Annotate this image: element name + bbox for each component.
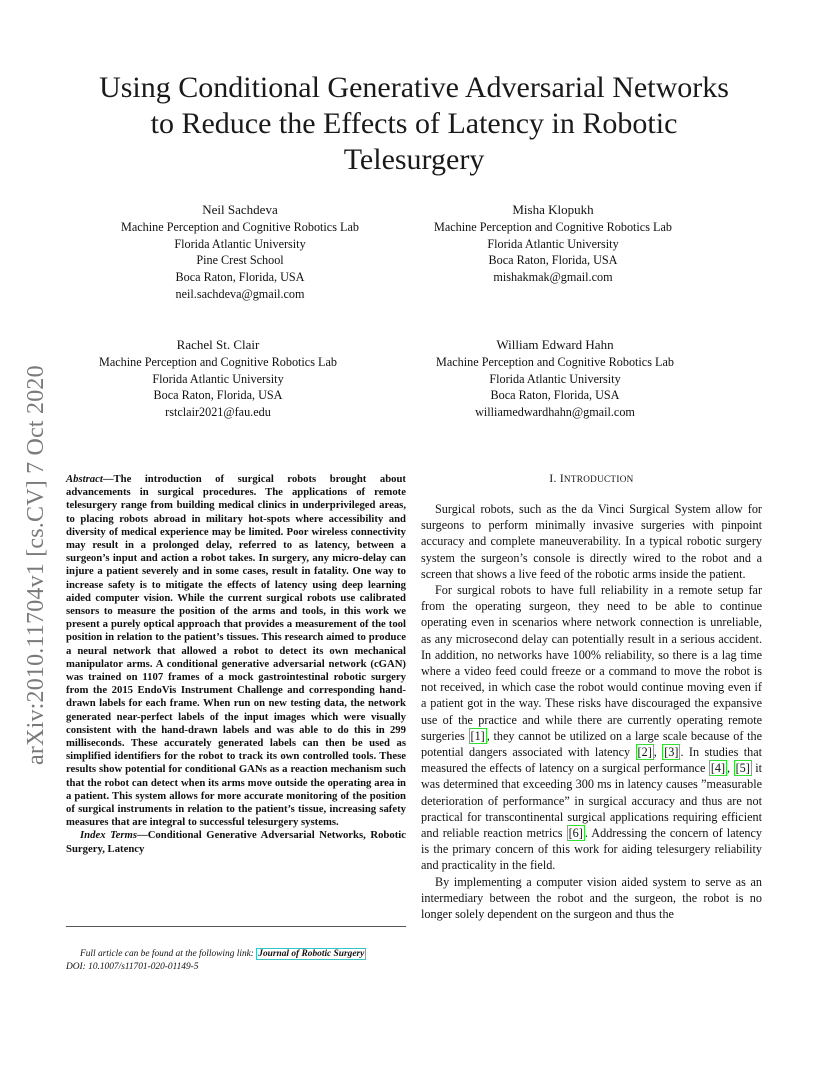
author-affiliation: Machine Perception and Cognitive Robotics Lab [121,219,359,234]
abstract-label: Abstract [66,473,103,485]
author-block [393,202,713,286]
body-text: it was determined that exceeding 300 ms in latency causes ”measurable deterioration of performance” in surgical accuracy and thus are not practical for transcontinental surgical applications requiring efficient and reliable reaction metrics [421,761,763,841]
citation-link[interactable]: [5] [735,761,750,776]
abstract-paragraph [66,473,406,829]
author-affiliation: Florida Atlantic University [487,236,619,251]
body-text: , they cannot be utilized on a large scale because of the potential dangers associated with latency [421,728,762,760]
introduction-body [421,501,762,922]
author-affiliation: Machine Perception and Cognitive Robotics Lab [99,354,337,369]
title-line: Telesurgery [343,143,485,176]
section-title-rest: NTRODUCTION [563,474,634,484]
author-block [58,337,378,421]
author-name: William Edward Hahn [496,337,614,352]
author-email[interactable]: neil.sachdeva@gmail.com [175,286,305,301]
body-text: . Addressing the concern of latency is the primary concern of this work for aiding telesurgery reliability and practicality in the field. [421,826,762,873]
author-block [395,337,715,421]
abstract [66,473,406,856]
section-first-letter: I [559,473,564,485]
citation-link[interactable]: [1] [470,728,485,743]
citation-link[interactable]: [6] [568,826,583,841]
section-heading [421,473,762,485]
index-terms [66,829,406,855]
body-text: . In studies that measured the effects of latency on a surgical performance [421,745,763,776]
title-line: Using Conditional Generative Adversarial Networks [99,71,729,104]
author-affiliation: Florida Atlantic University [489,371,621,386]
author-email[interactable]: mishakmak@gmail.com [493,270,613,285]
citation-link[interactable]: [2] [637,745,652,760]
author-location: Boca Raton, Florida, USA [490,388,620,403]
abstract-text: —The introduction of surgical robots brought about advancements in surgical procedures. The applications of remote telesurgery range from building medical clinics in underprivileged areas, to placing robots abroad in military hot-spots where accessibility and diversity of medical experience may be limited. Poor wireless connectivity may result in a prolonged delay, referred to as latency, between a surgeon’s input and action a robot takes. In surgery, any micro-delay can injure a patient severely and in some cases, result in fatality. One way to increase safety is to mitigate the effects of latency using deep learning aided computer vision. While the current surgical robots use calibrated sensors to measure the position of the arms and tools, in this work we present a purely optical approach that provides a measurement of the tool position in relation to the patient’s tissues. This research aimed to produce a neural network that allowed a robot to detect its own mechanical manipulator arms. A conditional generative adversarial network (cGAN) was trained on 1107 frames of a mock gastrointestinal robotic surgery from the 2015 EndoVis Instrument Challenge and corresponding hand-drawn labels for each frame. When run on new testing data, the network generated near-perfect labels of the input images which were visually consistent with the hand-drawn labels and was able to do this in 299 milliseconds. These accurately generated labels can then be used as simplified identifiers for the robot to track its own controlled tools. These results show potential for conditional GANs as a reaction mechanism such that the robot can detect when its arms move outside the operating area in a patient. This system allows for more accurate monitoring of the position of surgical instruments in relation to the patient’s tissue, increasing safety measures that are integral to successful telesurgery systems. [66,473,406,829]
author-location: Boca Raton, Florida, USA [488,253,618,268]
author-location: Boca Raton, Florida, USA [175,270,305,285]
author-affiliation: Florida Atlantic University [152,371,284,386]
body-paragraph: For surgical robots to have full reliability in a remote setup far from the operating surgeon, they need to be able to continue operating even in scenarios where network connection is unreliable, as any microsecond delay can potentially result in a serious accident. In addition, no networks have 100% reliability, so there is a lag time where a video feed could freeze or a command to move the robot is not received, in which case the robot would continue moving even if a patient got in the way. These risks have discouraged the expansive use of the practice and while there are currently operating remote surgeries [1] , they cannot be utilized on a large scale because of the potential dangers associated with latency [2] , [3] . In studies that measured the effects of latency on a surgical performance [4] , [5] it was determined that exceeding 300 ms in latency causes ”measurable deterioration of performance” in surgical accuracy and thus are not practical for transcontinental surgical applications requiring efficient and reliable reaction metrics [6] . Addressing the concern of latency is the primary concern of this work for aiding telesurgery reliability and practicality in the field. [421,583,763,873]
author-email[interactable]: rstclair2021@fau.edu [165,405,271,420]
footnote-lead: Full article can be found at the following link: [80,949,257,959]
author-name: Rachel St. Clair [176,337,260,352]
footnote-divider [66,926,406,927]
author-affiliation: Pine Crest School [196,253,284,268]
paper-title [40,70,788,178]
citation-link[interactable]: [4] [710,761,726,776]
footnote [66,948,406,973]
author-name: Neil Sachdeva [202,202,278,217]
author-location: Boca Raton, Florida, USA [153,388,283,403]
body-paragraph: Surgical robots, such as the da Vinci Surgical System allow for surgeons to perform minimally invasive surgeries with pinpoint accuracy and complete maneuverability. In a typical robotic surgery system the surgeon’s console is directly wired to the robot and a screen that shows a live feed of the robotic arms inside the patient. [421,502,762,581]
citation-link[interactable]: [3] [664,745,679,760]
footnote-text [66,948,406,961]
body-text: For surgical robots to have full reliability in a remote setup far from the operating surgeon, they need to be able to continue operating even in scenarios where network connection is unreliable, as any microsecond delay can potentially result in a serious accident. In addition, no networks have 100% reliability, so there is a lag time where a video feed could freeze or a command to move the robot is not received, in which case the robot would continue moving even if a patient got in the way. These risks have discouraged the expansive use of the practice and while there are currently operating remote surgeries [421,583,762,743]
author-affiliation: Florida Atlantic University [174,236,306,251]
author-block [80,202,400,303]
author-affiliation: Machine Perception and Cognitive Robotics Lab [434,219,672,234]
title-line: to Reduce the Effects of Latency in Robotic [150,107,678,140]
arxiv-identifier: arXiv:2010.11704v1 [cs.CV] 7 Oct 2020 [23,365,49,765]
section-number: I. [549,473,557,485]
author-affiliation: Machine Perception and Cognitive Robotics Lab [436,354,674,369]
author-email[interactable]: williamedwardhahn@gmail.com [475,405,635,420]
body-paragraph: By implementing a computer vision aided system to serve as an intermediary between the robot and the surgeon, the robot is no longer solely dependent on the surgeon and thus the [421,874,762,922]
index-terms-text: —Conditional Generative Adversarial Networks, Robotic Surgery, Latency [66,829,406,855]
index-terms-label: Index Terms [80,829,137,842]
journal-link[interactable]: Journal of Robotic Surgery [258,949,365,959]
doi-text: DOI: 10.1007/s11701-020-01149-5 [66,961,199,972]
author-name: Misha Klopukh [512,202,594,217]
